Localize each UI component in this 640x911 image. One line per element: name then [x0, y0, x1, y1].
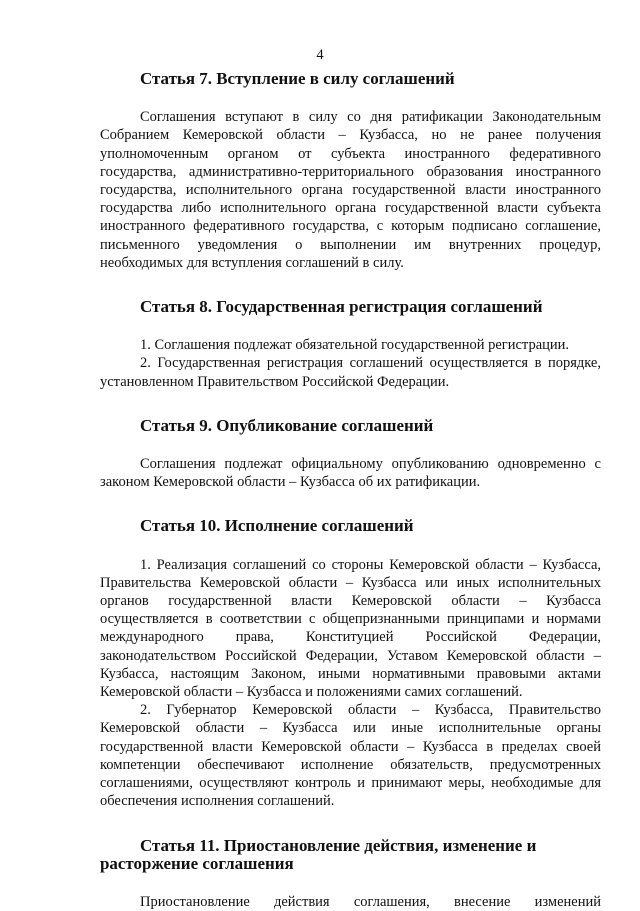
article-heading: Статья 10. Исполнение соглашений — [100, 517, 601, 535]
article-heading: Статья 9. Опубликование соглашений — [100, 417, 601, 435]
article-heading: Статья 7. Вступление в силу соглашений — [100, 70, 601, 88]
article-9 — [100, 417, 601, 492]
article-paragraph: Приостановление действия соглашения, внесение изменений — [100, 893, 601, 911]
article-10 — [100, 517, 601, 810]
article-7 — [100, 70, 601, 272]
article-11 — [100, 837, 601, 911]
article-heading: Статья 8. Государственная регистрация соглашений — [100, 298, 601, 316]
article-paragraph: Соглашения подлежат официальному опубликованию одновременно с законом Кемеровской области – Кузбасса об их ратификации. — [100, 455, 601, 491]
document-body — [100, 70, 601, 911]
article-paragraph: Соглашения вступают в силу со дня ратификации Законодательным Собранием Кемеровской области – Кузбасса, но не ранее получения уполномоченным органом от субъекта иностранного федеративного государства, административно-территориального образования иностранного государства, исполнительного органа государственной власти иностранного государства либо исполнительного органа государственной власти субъекта иностранного федеративного государства, с которым подписано соглашение, письменного уведомления о выполнении им внутренних процедур, необходимых для вступления соглашений в силу. — [100, 108, 601, 272]
article-paragraph: 2. Государственная регистрация соглашений осуществляется в порядке, установленном Правительством Российской Федерации. — [100, 354, 601, 390]
article-paragraph: 1. Реализация соглашений со стороны Кемеровской области – Кузбасса, Правительства Кемеровской области – Кузбасса или иных исполнительных органов государственной власти Кемеровской области – Кузбасса осуществляется в соответствии с общепризнанными принципами и нормами международного права, Конституцией Российской Федерации, законодательством Российской Федерации, Уставом Кемеровской области – Кузбасса, настоящим Законом, иными нормативными правовыми актами Кемеровской области – Кузбасса и положениями самих соглашений. — [100, 556, 601, 702]
page-number: 4 — [0, 47, 640, 63]
article-paragraph: 2. Губернатор Кемеровской области – Кузбасса, Правительство Кемеровской области – Кузбасса или иные исполнительные органы государственной власти Кемеровской области – Кузбасса в пределах своей компетенции обеспечивают исполнение обязательств, предусмотренных соглашениями, осуществляют контроль и принимают меры, необходимые для обеспечения исполнения соглашений. — [100, 701, 601, 810]
article-8 — [100, 298, 601, 391]
article-heading: Статья 11. Приостановление действия, изменение и расторжение соглашения — [100, 837, 601, 873]
article-paragraph: 1. Соглашения подлежат обязательной государственной регистрации. — [100, 336, 601, 354]
